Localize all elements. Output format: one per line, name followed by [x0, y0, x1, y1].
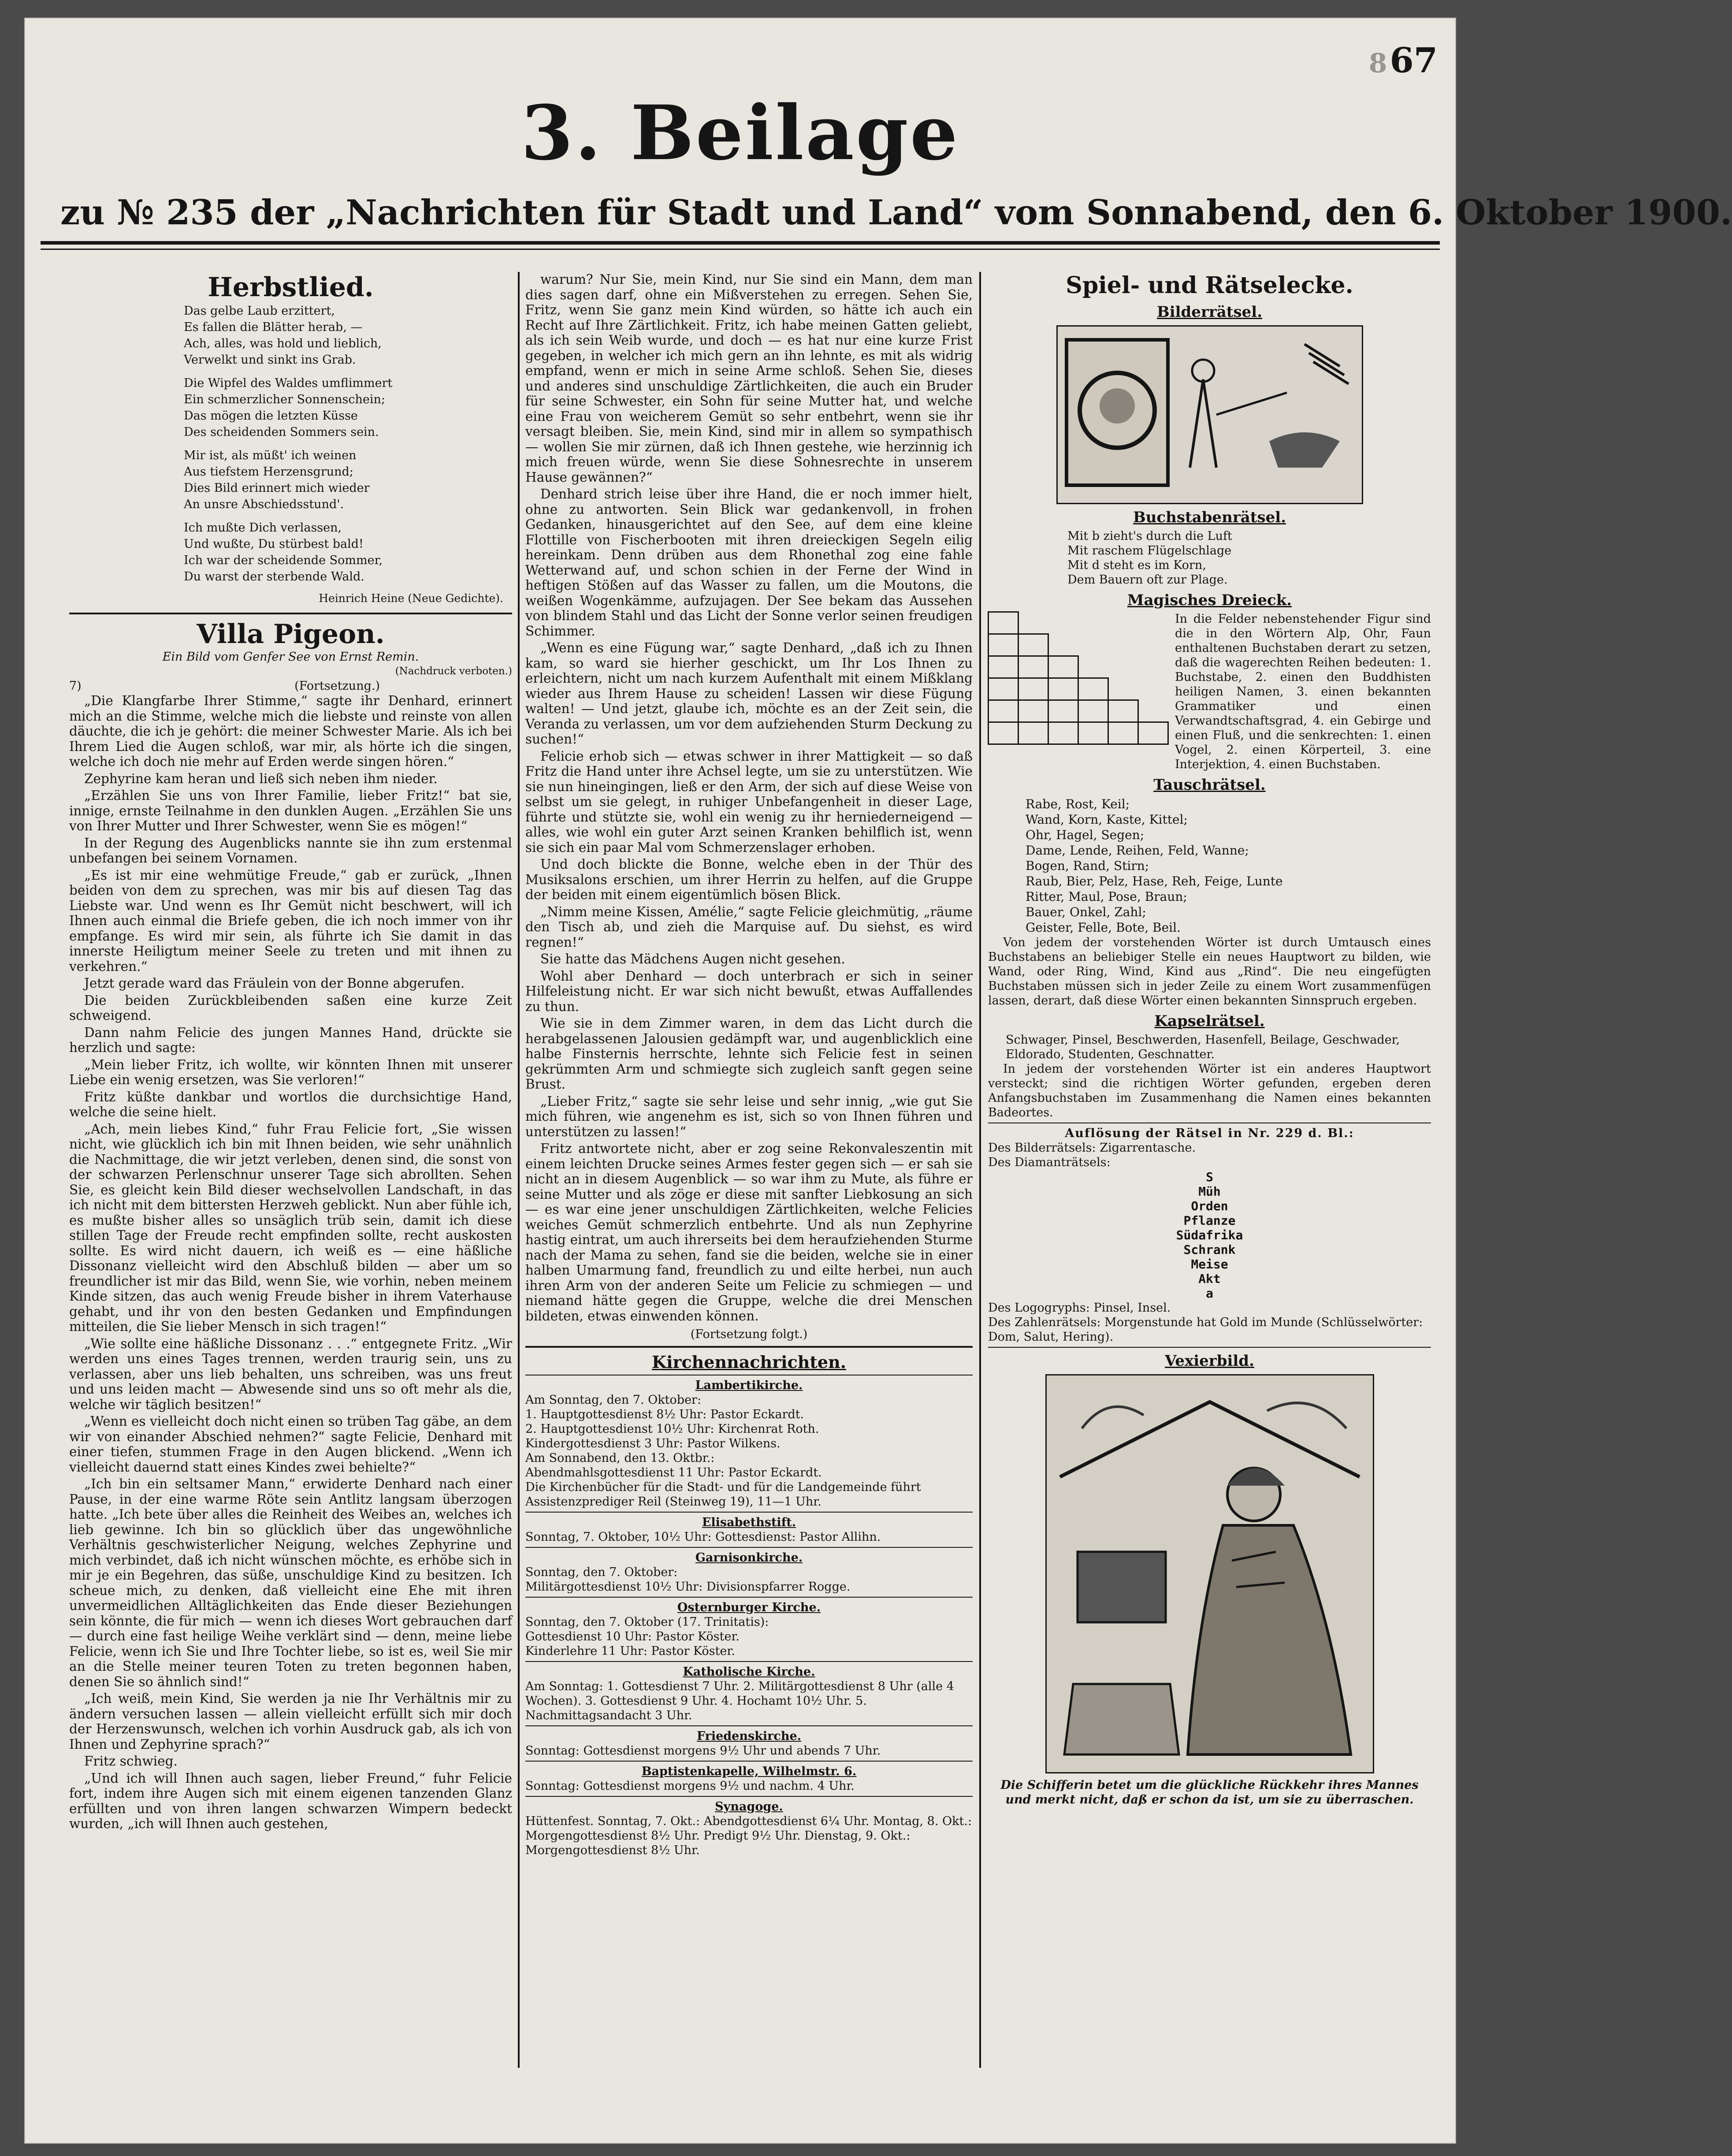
installment-number: 7) — [69, 679, 82, 693]
diamond-row: Pflanze — [1183, 1213, 1236, 1228]
story-paragraph: „Es ist mir eine wehmütige Freude,“ gab er zurück, „Ihnen beiden von dem zu sprechen, was mir bis auf diesen Tag das Liebste war. Und wenn es Ihr Gemüt nicht beschwert, will ich Ihnen auch einmal die Briefe geben, die ich noch immer von ihr empfange. Es wird mir sein, als führte ich Sie damit in das innerste Heiligtum meiner Seele zu treten und mit ihnen zu verkehren.“ — [69, 867, 512, 974]
puzzle-line: Mit b zieht's durch die Luft — [1067, 529, 1232, 543]
story-meta — [69, 679, 512, 693]
story-paragraph: Sie hatte das Mädchens Augen nicht gesehen. — [540, 952, 845, 966]
puzzle-word-line: Bogen, Rand, Stirn; — [1026, 859, 1149, 873]
poem-stanza — [184, 375, 512, 440]
vexier-illustration — [1045, 1374, 1374, 1773]
story-paragraph: Zephyrine kam heran und ließ sich neben ihm nieder. — [84, 771, 438, 786]
story-paragraph: In der Regung des Augenblicks nannte sie ihn zum erstenmal unbefangen bei seinem Vornamen. — [69, 835, 512, 866]
poem-line: Das mögen die letzten Küsse — [184, 409, 358, 423]
to-be-continued: (Fortsetzung folgt.) — [690, 1327, 808, 1341]
puzzle-line: Mit d steht es im Korn, — [1067, 558, 1206, 572]
page-subtitle: zu № 235 der „Nachrichten für Stadt und Land“ vom Sonnabend, den 6. Oktober 1900. — [60, 193, 1732, 233]
header-rule-thin — [41, 249, 1440, 250]
story-paragraph: „Und ich will Ihnen auch sagen, lieber Freund,“ fuhr Felicie fort, indem ihre Augen sich mit einem eigenen tanzenden Glanz erfüllten und von ihren langen schwarzen Wimpern bedeckt wurden, „ich will Ihnen auch gestehen, — [69, 1770, 512, 1831]
story-byline: Ein Bild vom Genfer See von Ernst Remin. — [162, 650, 419, 664]
church-line: Die Kirchenbücher für die Stadt- und für die Landgemeinde führt Assistenzprediger Reil (Steinweg 19), 11—1 Uhr. — [525, 1480, 921, 1509]
divider — [525, 1597, 973, 1598]
poem-line: Ach, alles, was hold und lieblich, — [184, 337, 382, 350]
solution-line: Des Zahlenrätsels: Morgenstunde hat Gold im Munde (Schlüsselwörter: Dom, Salut, Hering). — [988, 1316, 1423, 1344]
story-paragraph: Wohl aber Denhard — doch unterbrach er sich in seiner Hilfeleistung nicht. Er war sich nicht bewußt, etwas Auffallendes zu thun. — [525, 968, 973, 1014]
church-line: Kindergottesdienst 3 Uhr: Pastor Wilkens. — [525, 1437, 781, 1450]
story-paragraph: Die beiden Zurückbleibenden saßen eine kurze Zeit schweigend. — [69, 993, 512, 1023]
church-line: Sonntag, den 7. Oktober (17. Trinitatis): — [525, 1615, 769, 1629]
church-line: 1. Hauptgottesdienst 8½ Uhr: Pastor Eckardt. — [525, 1408, 804, 1421]
poem-stanza — [184, 303, 512, 368]
column-2 — [525, 272, 973, 2081]
picture-puzzle-title: Bilderrätsel. — [1156, 303, 1263, 321]
poem-line: Aus tiefstem Herzensgrund; — [184, 465, 353, 479]
puzzle-word-line: Rabe, Rost, Keil; — [1026, 797, 1130, 811]
church-line: Gottesdienst 10 Uhr: Pastor Köster. — [525, 1630, 740, 1643]
divider — [525, 1761, 973, 1762]
puzzle-line: Dem Bauern oft zur Plage. — [1067, 573, 1228, 587]
divider — [525, 1547, 973, 1548]
poem-line: Ich war der scheidende Sommer, — [184, 554, 383, 567]
newspaper-page — [24, 18, 1732, 2144]
puzzle-word-line: Wand, Korn, Kaste, Kittel; — [1026, 812, 1188, 827]
church-title: Kirchennachrichten. — [652, 1352, 846, 1372]
story-paragraph: Dann nahm Felicie des jungen Mannes Hand, drückte sie herzlich und sagte: — [69, 1025, 512, 1055]
puzzle-word-line: Bauer, Onkel, Zahl; — [1026, 905, 1146, 919]
story-paragraph: Und doch blickte die Bonne, welche eben in der Thür des Musiksalons erschien, um ihrer Herrin zu helfen, auf die Gruppe der beiden mit einem eigentümlich bösen Blick. — [525, 857, 973, 902]
vexier-caption: Die Schifferin betet um die glückliche Rückkehr ihres Mannes und merkt nicht, daß er schon da ist, um sie zu überraschen. — [1000, 1778, 1419, 1807]
diamond-row: Müh — [1198, 1184, 1221, 1199]
story-paragraph: „Ich bin ein seltsamer Mann,“ erwiderte Denhard nach einer Pause, in der eine warme Röte sein Antlitz langsam überzogen hatte. „Ich bete über alles die Reinheit des Weibes an, welches ich lieb gewinne. Ich bin so glücklich über das ungewöhnliche Verhältnis geschwisterlicher Neigung, welches Zephyrine und mich verbindet, daß ich nicht wünschen möchte, es erhöbe sich in mir je ein Begehren, das süße, unschuldige Kind zu besitzen. Ich scheue mich, zu denken, daß vielleicht eine Ehe mit ihren unvermeidlichen Alltäglichkeiten das Ende dieser Beziehungen sein könnte, die für mich — wenn ich dieses Wort gebrauchen darf — durch eine fast heilige Weihe verklärt sind — denn, meine liebe Felicie, wenn ich Sie und Ihre Tochter liebe, so ist es, weil Sie mir an die Stelle meiner teuren Toten zu treten begonnen haben, denen Sie so ähnlich sind!“ — [69, 1476, 512, 1689]
divider — [525, 1661, 973, 1662]
story-paragraph: Fritz küßte dankbar und wortlos die durchsichtige Hand, welche die seine hielt. — [69, 1089, 512, 1119]
story-paragraph: „Erzählen Sie uns von Ihrer Familie, lieber Fritz!“ bat sie, innige, ernste Teilnahme in den dunklen Augen. „Erzählen Sie uns von Ihrer Mutter und Ihrer Schwester, wenn Sie es mögen!“ — [69, 788, 512, 833]
diamond-row: Meise — [1191, 1257, 1228, 1271]
church-section-title: Friedenskirche. — [696, 1729, 802, 1743]
puzzle-word-line: Dame, Lende, Reihen, Feld, Wanne; — [1026, 843, 1249, 858]
puzzle-corner-title: Spiel- und Rätselecke. — [1066, 272, 1353, 299]
letter-puzzle-title: Buchstabenrätsel. — [1133, 509, 1286, 526]
church-line: Sonntag, 7. Oktober, 10½ Uhr: Gottesdienst: Pastor Allihn. — [525, 1530, 881, 1544]
church-line: Am Sonnabend, den 13. Oktbr.: — [525, 1451, 715, 1465]
church-line: Sonntag: Gottesdienst morgens 9½ Uhr und abends 7 Uhr. — [525, 1744, 881, 1758]
page-number: 867 — [1368, 41, 1438, 81]
story-paragraph: „Ich weiß, mein Kind, Sie werden ja nie Ihr Verhältnis mir zu ändern versuchen lassen — allein vielleicht erfüllt sich mir doch der Herzenswunsch, welchen ich vorhin Ausdruck gab, als ich von Ihnen und Zephyrine sprach?“ — [69, 1691, 512, 1752]
story-paragraph: warum? Nur Sie, mein Kind, nur Sie sind ein Mann, dem man dies sagen darf, ohne ein Mißverstehen zu erregen. Sehen Sie, Fritz, wenn Sie ganz mein Kind würden, so hätte ich auch ein Recht auf Ihre Zärtlichkeit. Fritz, ich habe meinen Gatten geliebt, als ich sein Weib wurde, und doch — es hat nur eine kurze Frist gegeben, in welcher ich mich gern an ihn lehnte, es mit als widrig empfand, wenn er mich in seine Arme schloß. Sehen Sie, dieses und anderes sind unschuldige Zärtlichkeiten, die auch ein Bruder für seine Schwester, ein Sohn für seine Mutter hat, und welche eine Frau von weicherem Gemüt so sehr entbehrt, wenn sie ihr versagt bleiben. Sie, mein Kind, sind mir in allem so sympathisch — wollen Sie mir zürnen, daß ich Ihnen gestehe, wie herzinnig ich mich freuen würde, wenn Sie diese Sohnesrechte in unserem Hause gewännen?“ — [525, 272, 973, 485]
column-divider — [518, 272, 520, 2068]
poem-line: Du warst der sterbende Wald. — [184, 570, 364, 584]
solution-line: Des Bilderrätsels: Zigarrentasche. — [988, 1141, 1196, 1155]
church-section-title: Elisabethstift. — [702, 1516, 796, 1529]
puzzle-word-line: Geister, Felle, Bote, Beil. — [1026, 920, 1181, 935]
divider — [525, 1512, 973, 1513]
poem-line: Ein schmerzlicher Sonnenschein; — [184, 393, 386, 406]
column-divider — [979, 272, 981, 2068]
diamond-row: S — [1206, 1170, 1213, 1184]
poem-line: Dies Bild erinnert mich wieder — [184, 481, 370, 495]
story-text-col2 — [525, 272, 973, 1323]
poem-line: Die Wipfel des Waldes umflimmert — [184, 376, 393, 390]
divider — [525, 1796, 973, 1797]
story-paragraph: Jetzt gerade ward das Fräulein von der Bonne abgerufen. — [84, 976, 465, 991]
poem-line: Ich mußte Dich verlassen, — [184, 521, 342, 535]
church-line: Kinderlehre 11 Uhr: Pastor Köster. — [525, 1644, 735, 1658]
poem-line: Und wußte, Du stürbest bald! — [184, 537, 364, 551]
story-paragraph: Wie sie in dem Zimmer waren, in dem das Licht durch die herabgelassenen Jalousien gedämpft war, und augenblicklich eine halbe Finsternis herrschte, lehnte sich Felicie fest in seinen gekrümmten Arm und schmiegte sich zugleich sanft gegen seine Brust. — [525, 1016, 973, 1092]
poem-stanza — [184, 447, 512, 513]
story-text-col1 — [69, 693, 512, 1832]
poem — [69, 303, 512, 585]
church-line: Am Sonntag, den 7. Oktober: — [525, 1393, 702, 1407]
solutions-text — [988, 1141, 1431, 1170]
divider — [988, 1347, 1431, 1348]
solution-line: Des Diamanträtsels: — [988, 1156, 1111, 1169]
picture-puzzle-illustration — [1056, 325, 1363, 504]
letter-puzzle-text — [988, 529, 1431, 587]
rebus-image — [1058, 327, 1362, 503]
diamond-row: Südafrika — [1176, 1228, 1243, 1242]
story-paragraph: „Mein lieber Fritz, ich wollte, wir könnten Ihnen mit unserer Liebe ein wenig ersetzen, was Sie verloren!“ — [69, 1057, 512, 1087]
continued-note: (Fortsetzung.) — [294, 679, 380, 693]
diamond-row: Akt — [1198, 1271, 1221, 1286]
triangle-grid — [988, 612, 1168, 772]
swap-puzzle-title: Tauschrätsel. — [1153, 776, 1266, 794]
poem-line: Des scheidenden Sommers sein. — [184, 425, 379, 439]
story-paragraph: Fritz antwortete nicht, aber er zog seine Rekonvaleszentin mit einem leichten Drucke seines Armes fester gegen sich — er sah sie nicht an in diesem Augenblick — so war ihm zu Mute, als führe er seine Mutter und als zöge er diese mit sanfter Liebkosung an sich — es war eine jener unschuldigen Zärtlichkeiten, welche Felicies weiches Gemüt schmerzlich entbehrte. Und als nun Zephyrine hastig eintrat, um auch ihrerseits bei dem heraufziehenden Sturme nach der Mama zu sehen, fand sie die beiden, welche sie in einer halben Umarmung fand, freundlich zu und eilte herbei, nun auch ihren Arm von der anderen Seite um Felicie zu schmiegen — und niemand hätte gegen die Gruppe, welche die drei Menschen bildeten, etwas einwenden können. — [525, 1141, 973, 1323]
magic-triangle — [988, 612, 1431, 772]
puzzle-word-line: Ohr, Hagel, Segen; — [1026, 828, 1145, 842]
puzzle-word-line: Ritter, Maul, Pose, Braun; — [1026, 889, 1187, 904]
divider — [525, 1346, 973, 1348]
vexier-title: Vexierbild. — [1165, 1352, 1254, 1370]
church-section-title: Baptistenkapelle, Wilhelmstr. 6. — [641, 1765, 857, 1778]
diamond-row: Schrank — [1183, 1242, 1236, 1257]
church-line: Am Sonntag: 1. Gottesdienst 7 Uhr. 2. Militärgottesdienst 8 Uhr (alle 4 Wochen). 3. Gottesdienst 9 Uhr. 4. Hochamt 10½ Uhr. 5. Nachmittagsandacht 3 Uhr. — [525, 1680, 954, 1722]
church-line: Militärgottesdienst 10½ Uhr: Divisionspfarrer Rogge. — [525, 1580, 851, 1594]
story-paragraph: „Wenn es vielleicht doch nicht einen so trüben Tag gäbe, an dem wir von einander Abschied nehmen?“ sagte Felicie, Denhard mit einer tiefen, stummen Frage in den Augen blickend. „Wenn ich vielleicht dauernd statt eines Kindes zwei behielte?“ — [69, 1414, 512, 1475]
solution-line: Des Logogryphs: Pinsel, Insel. — [988, 1301, 1171, 1315]
poem-line: Mir ist, als müßt' ich weinen — [184, 449, 357, 462]
swap-puzzle-text: Von jedem der vorstehenden Wörter ist durch Umtausch eines Buchstabens an beliebiger Stelle ein neues Hauptwort zu bilden, wie Wand, oder Ring, Wind, Kind aus „Rind“. Die neu eingefügten Buchstaben müssen sich in jeder Zeile zu einem Wort zusammenfügen lassen, derart, daß diese Wörter einen bekannten Sinnspruch ergeben. — [988, 936, 1431, 1007]
church-section-title: Garnisonkirche. — [695, 1551, 803, 1565]
magic-triangle-title: Magisches Dreieck. — [1127, 591, 1292, 609]
puzzle-word-line: Raub, Bier, Pelz, Hase, Reh, Feige, Lunte — [1026, 874, 1283, 888]
poem-title: Herbstlied. — [208, 272, 374, 303]
diamond-row: Orden — [1191, 1199, 1228, 1213]
church-section-title: Lambertikirche. — [695, 1379, 803, 1392]
column-3 — [988, 272, 1431, 2081]
diamond-row: a — [1206, 1286, 1213, 1301]
story-paragraph: Felicie erhob sich — etwas schwer in ihrer Mattigkeit — so daß Fritz die Hand unter ihre Achsel legte, um sie zu unterstützen. Wie sie nun hineingingen, ließ er den Arm, der sich auf diese Weise von selbst um sie gelegt, in ruhiger Unbefangenheit in dieser Lage, führte und stützte sie, wohl ein wenig zu ihr herniederneigend — alles, wie wohl ein guter Arzt seinen Kranken behilflich ist, wenn sie sich ein paar Mal vom Schmerzenslager erhoben. — [525, 748, 973, 855]
story-paragraph: „Wenn es eine Fügung war,“ sagte Denhard, „daß ich zu Ihnen kam, so ward sie hierher geschickt, um Ihr Los Ihnen zu erleichtern, nicht um nach kurzem Aufenthalt mit einem Mißklang wieder aus Ihrem Hause zu scheiden! Lassen wir diese Fügung walten! — Und jetzt, glaube ich, möchte es an der Zeit sein, die Veranda zu verlassen, um vor dem aufziehenden Sturm Deckung zu suchen!“ — [525, 640, 973, 747]
poem-line: Verwelkt und sinkt ins Grab. — [184, 353, 356, 367]
header-rule — [41, 241, 1440, 245]
story-paragraph: „Die Klangfarbe Ihrer Stimme,“ sagte ihr Denhard, erinnert mich an die Stimme, welche mich die liebste und reinste von allen däuchte, die ich je gehört: die meiner Schwester Marie. Als ich bei Ihrem Lied die Augen schloß, war mir, als hörte ich die singen, welche ich doch nie mehr auf Erden werde singen hören.“ — [69, 693, 512, 769]
magic-triangle-text: In die Felder nebenstehender Figur sind die in den Wörtern Alp, Ohr, Faun enthaltenen Buchstaben derart zu setzen, daß die wagerechten Reihen bedeuten: 1. Buchstabe, 2. einen den Buddhisten heiligen Namen, 3. einen bekannten Grammatiker und einen Verwandtschaftsgrad, 4. ein Gebirge und einen Fluß, und die senkrechten: 1. einen Vogel, 2. einen Körperteil, 3. eine Interjektion, 4. einen Buchstaben. — [1175, 612, 1431, 771]
poem-line: Es fallen die Blätter herab, — — [184, 320, 363, 334]
church-line: Hüttenfest. Sonntag, 7. Okt.: Abendgottesdienst 6¼ Uhr. Montag, 8. Okt.: Morgengottesdienst 8½ Uhr. Predigt 9½ Uhr. Dienstag, 9. Okt.: Morgengottesdienst 8½ Uhr. — [525, 1814, 972, 1857]
story-paragraph: „Nimm meine Kissen, Amélie,“ sagte Felicie gleichmütig, „räume den Tisch ab, und zieh die Marquise auf. Du siehst, es wird regnen!“ — [525, 904, 973, 950]
diamond-solution — [988, 1170, 1431, 1301]
capsule-puzzle-words: Schwager, Pinsel, Beschwerden, Hasenfell, Beilage, Geschwader, Eldorado, Studenten, Geschnatter. — [1006, 1033, 1400, 1061]
column-1 — [69, 272, 512, 2081]
church-line: Sonntag: Gottesdienst morgens 9½ und nachm. 4 Uhr. — [525, 1779, 855, 1793]
church-section-title: Katholische Kirche. — [683, 1665, 815, 1679]
page-title: 3. Beilage — [521, 89, 959, 177]
church-line: Sonntag, den 7. Oktober: — [525, 1565, 678, 1579]
story-title: Villa Pigeon. — [197, 619, 385, 650]
church-line: Abendmahlsgottesdienst 11 Uhr: Pastor Eckardt. — [525, 1466, 822, 1479]
puzzle-line: Mit raschem Flügelschlage — [1067, 544, 1232, 558]
solutions-title: Auflösung der Rätsel in Nr. 229 d. Bl.: — [1065, 1126, 1354, 1140]
church-line: 2. Hauptgottesdienst 10½ Uhr: Kirchenrat Roth. — [525, 1422, 819, 1436]
church-section-title: Synagoge. — [715, 1800, 783, 1814]
poem-stanza — [184, 520, 512, 585]
solutions-text-after — [988, 1301, 1431, 1344]
capsule-puzzle-title: Kapselrätsel. — [1154, 1012, 1265, 1030]
story-paragraph: Fritz schwieg. — [84, 1754, 178, 1769]
story-paragraph: „Lieber Fritz,“ sagte sie sehr leise und sehr innig, „wie gut Sie mich führen, wie angenehm es ist, sich so von Ihnen führen und unterstützen zu lassen!“ — [525, 1093, 973, 1139]
story-paragraph: „Wie sollte eine häßliche Dissonanz . . .“ entgegnete Fritz. „Wir werden uns eines Tages trennen, werden traurig sein, uns zu verlassen, aber uns lieb behalten, uns schreiben, was uns freut und uns leiden macht — Abwesende sind uns so oft mehr als die, welche wir täglich besitzen!“ — [69, 1336, 512, 1412]
poem-line: Das gelbe Laub erzittert, — [184, 304, 335, 318]
church-notices — [525, 1375, 973, 1858]
praying-woman-image — [1047, 1375, 1373, 1772]
story-paragraph: „Ach, mein liebes Kind,“ fuhr Frau Felicie fort, „Sie wissen nicht, wie glücklich ich bin mit Ihnen beiden, wie sehr unähnlich die Nachmittage, die wir jetzt verleben, denen sind, die sonst von der schwarzen Perlenschnur unserer Tage sich abrollten. Sehen Sie, es gleicht kein Bild dieser wechselvollen Landschaft, in das ich nicht mit dem bittersten Herzweh geblickt. Nun aber fühle ich, es mußte bisher alles so unsäglich trüb sein, damit ich diese stillen Tage der Freude recht empfinden sollte, recht auskosten sollte. Es wird nicht dauern, ich weiß es — eine häßliche Dissonanz vielleicht wird den Abschluß bilden — aber um so freundlicher ist mir das Bild, wenn Sie, wie vorhin, neben meinem Kinde sitzen, das auch wenig Freude bisher in ihrem Vaterhause gehabt, und ihr von den besten Gedanken und Empfindungen mitteilen, die Sie lieber Mensch in sich tragen!“ — [69, 1121, 512, 1334]
church-section-title: Osternburger Kirche. — [677, 1601, 821, 1614]
story-paragraph: Denhard strich leise über ihre Hand, die er noch immer hielt, ohne zu antworten. Sein Blick war gedankenvoll, in frohen Gedanken, hinausgerichtet auf den See, auf dem eine kleine Flottille von Fischerbooten mit ihren dreieckigen Segeln eilig hereinkam. Denn drüben aus dem Rhonethal zog eine fahle Wetterwand auf, und schon schien in der Ferne der Wind in heftigen Stößen auf das Wasser zu fallen, um die Moutons, die weißen Wogenkämme, aufzujagen. Der See bekam das Aussehen von blindem Stahl und das Licht der Sonne verlor seinen freudigen Schimmer. — [525, 487, 973, 639]
swap-puzzle-words — [988, 796, 1431, 935]
divider — [525, 1725, 973, 1726]
reprint-note: (Nachdruck verboten.) — [395, 665, 512, 677]
poem-author: Heinrich Heine (Neue Gedichte). — [319, 592, 503, 605]
poem-line: An unsre Abschiedsstund'. — [184, 498, 344, 511]
divider — [69, 613, 512, 614]
capsule-puzzle-text: In jedem der vorstehenden Wörter ist ein anderes Hauptwort versteckt; sind die richtigen Wörter gefunden, ergeben deren Anfangsbuchstaben im Zusammenhang die Namen eines bekannten Badeortes. — [988, 1062, 1431, 1119]
